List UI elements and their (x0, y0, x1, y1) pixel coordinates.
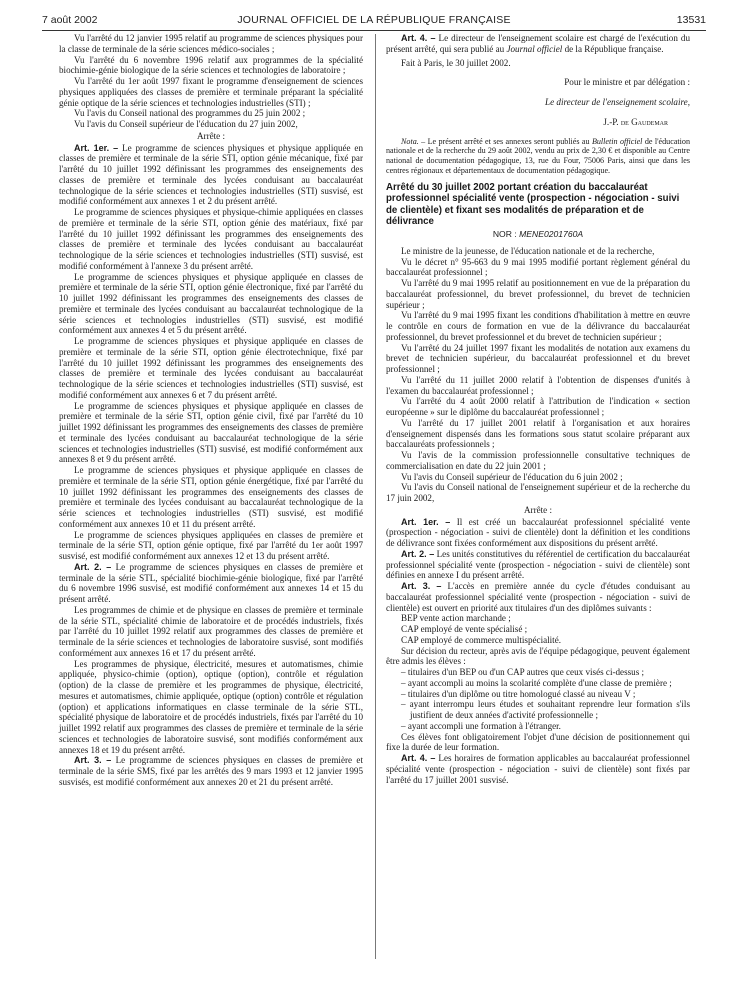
positioning-paragraph: Ces élèves font obligatoirement l'objet d'une décision de positionnement qui fixe la durée de leur formation. (386, 731, 690, 753)
article-paragraph: Le programme de sciences physiques appliquées en classes de première et terminale de la série STI, option génie optique, fixé par l'arrêté du 1er août 1997 susvisé, est modifié conformément aux annexes 12 et 13 du présent arrêté. (59, 529, 363, 561)
list-item: BEP vente action marchande ; (401, 613, 511, 624)
article-paragraph: Les programmes de chimie et de physique en classes de première et terminale de la série STL, spécialité chimie de laboratoire et de procédés industriels, fixés par l'arrêté du 10 juillet 1992 relatif aux programmes des classes de première et terminale de la série sciences et technologies de laboratoire susvisé, sont modifiés conformément aux annexes 16 et 17 du présent arrêté. (59, 604, 363, 658)
article-paragraph: Le programme de sciences physiques et physique appliquée en classes de première et terminale de la série STI, option génie énergétique, fixé par l'arrêté du 10 juillet 1992 définissant les programmes des enseignements des classes de première et terminale des lycées conduisant au baccalauréat technologique de la série sciences et technologies industrielles (STI) susvisé, est modifié conformément aux annexes 10 et 11 du présent arrêté. (59, 465, 363, 529)
article-paragraph: Le programme de sciences physiques et physique appliquée en classes de première et terminale de la série STI, option génie civil, fixé par l'arrêté du 10 juillet 1992 définissant les programmes des enseignements des classes de première et terminale des lycées conduisant au baccalauréat technologique de la série sciences et technologies industrielles (STI) susvisé, est modifié conformément aux annexes 8 et 9 du présent arrêté. (59, 400, 363, 465)
header-page-number: 13531 (676, 14, 706, 26)
article-3-paragraph: Art. 3. – L'accès en première année du cycle d'études conduisant au baccalauréat professionnel spécialité vente (prospection - négociation - suivi de clientèle) est ouvert en priorité aux titulaires d'un des diplômes suivants : (386, 581, 691, 613)
decision-paragraph: Sur décision du recteur, après avis de l'équipe pédagogique, peuvent également être admis les élèves : (386, 645, 690, 667)
visa-paragraph: Vu l'arrêté du 9 mai 1995 relatif au positionnement en vue de la préparation du baccalauréat professionnel, du brevet professionnel, du brevet de technicien supérieur ; (386, 278, 690, 310)
article-paragraph: Le programme de sciences physiques et physique appliquée en classes de première et terminale de la série STI, option génie électronique, fixé par l'arrêté du 10 juillet 1992 définissant les programmes des enseignements des classes de première et terminale des lycées conduisant au baccalauréat technologique de la série sciences et technologies industrielles (STI) susvisé, est modifié conformément aux annexes 4 et 5 du présent arrêté. (59, 271, 363, 336)
article-4-paragraph: Art. 4. – Les horaires de formation applicables au baccalauréat professionnel spécialité vente (prospection - négociation - suivi de clientèle) sont fixés par l'arrêté du 17 juillet 2001 susvisé. (386, 753, 691, 785)
visa-paragraph: Vu l'arrêté du 17 juillet 2001 relatif à l'organisation et aux horaires d'enseignement dispensés dans les formations sous statut scolaire préparant aux baccalauréats professionnels ; (386, 417, 690, 450)
article-4-label: Art. 4. – (401, 33, 436, 43)
article-2-paragraph (59, 562, 363, 605)
article-1-label: Art. 1er. – (401, 516, 451, 527)
article-2-paragraph: Art. 2. – Les unités constitutives du référentiel de certification du baccalauréat professionnel spécialité vente (prospection - négociation - suivi de clientèle) sont définies en annexe I du présent arrêté. (386, 548, 690, 581)
visa-paragraph: Vu l'arrêté du 1er août 1997 fixant le programme d'enseignement de sciences physiques appliquées des classes de première et terminale préparant la spécialité génie optique de la série sciences et technologies industrielles (STI) ; (59, 76, 363, 108)
visa-paragraph: Vu l'arrêté du 12 janvier 1995 relatif au programme de sciences physiques pour la classe de terminale de la série sciences médico-sociales ; (59, 33, 363, 54)
list-item: – ayant interrompu leurs études et souhaitant reprendre leur formation s'ils justifient de deux années d'activité professionnelle ; (401, 699, 690, 721)
right-column (386, 33, 690, 785)
signature-title: Le directeur de l'enseignement scolaire, (545, 97, 690, 108)
left-column (59, 33, 363, 788)
article-4-label: Art. 4. – (401, 753, 436, 764)
nota-label: Nota. (401, 136, 419, 146)
article-3-text: Le programme de sciences physiques en classes de première et terminale de la série SMS, fixé par les arrêtés des 9 mars 1993 et 12 janvier 1995 susvisés, est modifié conformément aux annexes 20 et 21 du présent arrêté. (59, 755, 363, 787)
visa-paragraph: Vu l'arrêté du 4 août 2000 relatif à l'attribution de l'indication « section européenne » sur le diplôme du baccalauréat professionnel ; (386, 396, 690, 418)
article-2-label: Art. 2. – (401, 548, 435, 559)
article-2-label: Art. 2. – (74, 561, 112, 572)
visa-paragraph: Vu l'avis du Conseil supérieur de l'éducation du 6 juin 2002 ; (401, 471, 623, 482)
article-paragraph: Le programme de sciences physiques et physique-chimie appliquées en classes de première et terminale de la série STI, option génie des matériaux, fixé par l'arrêté du 10 juillet 1992 définissant les programmes des enseignements des classes de première et terminale des lycées conduisant au baccalauréat technologique de la série sciences et technologies industrielles (STI) susvisé, est modifié conformément à l'annexe 3 du présent arrêté. (59, 207, 363, 271)
signature-delegation: Pour le ministre et par délégation : (564, 77, 690, 88)
preamble: Le ministre de la jeunesse, de l'éducation nationale et de la recherche, (401, 245, 655, 256)
article-1-paragraph (59, 143, 363, 208)
article-3-paragraph (59, 755, 363, 787)
signature-name: J.-P. de Gaudemar (603, 117, 668, 128)
nor-value: MENE0201760A (519, 229, 584, 240)
visa-paragraph: Vu l'avis du Conseil national de l'enseignement supérieur et de la recherche du 17 juin 2002, (386, 482, 690, 504)
visa-paragraph: Vu l'avis de la commission professionnelle consultative techniques de commercialisation en date du 22 juin 2001 ; (386, 450, 690, 471)
visa-paragraph: Vu l'arrêté du 9 mai 1995 fixant les conditions d'habilitation à mettre en œuvre le contrôle en cours de formation en vue de la délivrance du baccalauréat professionnel, du brevet professionnel et du brevet de technicien supérieur ; (386, 310, 690, 342)
header-rule (42, 30, 706, 31)
visa-paragraph: Vu le décret n° 95-663 du 9 mai 1995 modifié portant règlement général du baccalauréat professionnel ; (386, 256, 690, 278)
arrete-label: Arrête : (196, 130, 226, 141)
nor-reference: NOR : MENE0201760A (492, 229, 584, 240)
list-item: – titulaires d'un diplôme ou titre homologué classé au niveau V ; (401, 688, 636, 699)
article-1-label: Art. 1er. – (74, 142, 119, 153)
bulletin-officiel-ref: Bulletin officiel (591, 136, 643, 146)
article-4-paragraph: Art. 4. – Le directeur de l'enseignement scolaire est chargé de l'exécution du présent arrêté, qui sera publié au Journal officiel de la République française. (386, 33, 691, 54)
decree-title: Arrêté du 30 juillet 2002 portant création du baccalauréat professionnel spécialité vente (prospection - négociation - suivi de clientèle) et fixant ses modalités de préparation et de délivrance (386, 182, 680, 227)
list-item: CAP employé de vente spécialisé ; (401, 624, 528, 635)
visa-paragraph: Vu l'arrêté du 6 novembre 1996 relatif aux programmes de la spécialité biochimie-génie biologique de la série sciences et technologies de laboratoire ; (59, 54, 363, 76)
visa-paragraph: Vu l'avis du Conseil national des programmes du 25 juin 2002 ; (74, 108, 306, 119)
visa-paragraph: Vu l'arrêté du 11 juillet 2000 relatif à l'obtention de dispenses d'unités à l'examen du baccalauréat professionnel ; (386, 374, 690, 396)
article-3-label: Art. 3. – (74, 755, 112, 766)
visa-paragraph: Vu l'avis du Conseil supérieur de l'éducation du 27 juin 2002, (74, 119, 298, 129)
header-date: 7 août 2002 (42, 14, 98, 26)
article-paragraph: Les programmes de physique, électricité, mesures et automatismes, chimie appliquée, physico-chimie (option), optique (option), contrôle et régulation (option) de la classe de première et les programmes de physique, électricité, mesures et automatismes, chimie appliquée, optique (option) contrôle et régulation (option) et applications informatiques en classe terminale de la série STL, spécialité physique de laboratoire et de procédés industriels, fixés par l'arrêté du 10 juillet 1992 relatif aux programmes des classes de première et terminale de la série sciences et technologies de laboratoire susvisé, sont modifiés conformément aux annexes 18 et 19 du présent arrêté. (59, 658, 363, 755)
column-divider (375, 34, 376, 959)
visa-paragraph: Vu l'arrêté du 24 juillet 1997 fixant les modalités de notation aux examens du brevet de technicien supérieur, du baccalauréat professionnel et du brevet professionnel ; (386, 342, 690, 375)
article-2-text: Le programme de sciences physiques en classes de première et terminale de la série STL, spécialité biochimie-génie biologique, fixé par l'arrêté du 6 novembre 1996 susvisé, est modifié conformément aux annexes 14 et 15 du présent arrêté. (59, 561, 363, 604)
article-1-text: Le programme de sciences physiques et physique appliquée en classes de première et terminale de la série STI, option génie mécanique, fixé par l'arrêté du 10 juillet 1992 définissant les programmes des enseignements des classes de première et terminale des lycées conduisant au baccalauréat technologique de la série sciences et technologies industrielles (STI) susvisé, est modifié conformément aux annexes 1 et 2 du présent arrêté. (59, 142, 364, 207)
article-1-paragraph: Art. 1er. – Il est créé un baccalauréat professionnel spécialité vente (prospection - négociation - suivi de clientèle) dont la définition et les conditions de délivrance sont fixées conformément aux dispositions du présent arrêté. (386, 516, 690, 549)
journal-officiel-ref: Journal officiel (506, 43, 563, 54)
list-item: – ayant accompli une formation à l'étranger. (401, 720, 561, 731)
list-item: – titulaires d'un BEP ou d'un CAP autres que ceux visés ci-dessus ; (401, 667, 645, 678)
header-journal-title: JOURNAL OFFICIEL DE LA RÉPUBLIQUE FRANÇAISE (237, 14, 511, 26)
article-paragraph: Le programme de sciences physiques et physique appliquée en classes de première et terminale de la série STI, option génie électrotechnique, fixé par l'arrêté du 10 juillet 1992 définissant les programmes des enseignements des classes de première et terminale des lycées conduisant au baccalauréat technologique de la série sciences et technologies industrielles (STI) susvisé, est modifié conformément aux annexes 6 et 7 du présent arrêté. (59, 336, 363, 400)
nota-paragraph: Nota. – Le présent arrêté et ses annexes seront publiés au Bulletin officiel de l'éducation nationale et de la recherche du 29 août 2002, vendu au prix de 2,30 € et disponible au Centre national de documentation pédagogique, 13, rue du Four, 75006 Paris, ainsi que dans les centres régionaux et départementaux de documentation pédagogique. (386, 136, 691, 175)
list-item: – ayant accompli au moins la scolarité complète d'une classe de première ; (401, 677, 672, 688)
article-3-label: Art. 3. – (401, 581, 442, 592)
list-item: CAP employé de commerce multispécialité. (401, 634, 562, 645)
arrete-label: Arrête : (523, 504, 553, 515)
fait-a-paris: Fait à Paris, le 30 juillet 2002. (401, 57, 511, 68)
page-header (42, 10, 706, 30)
